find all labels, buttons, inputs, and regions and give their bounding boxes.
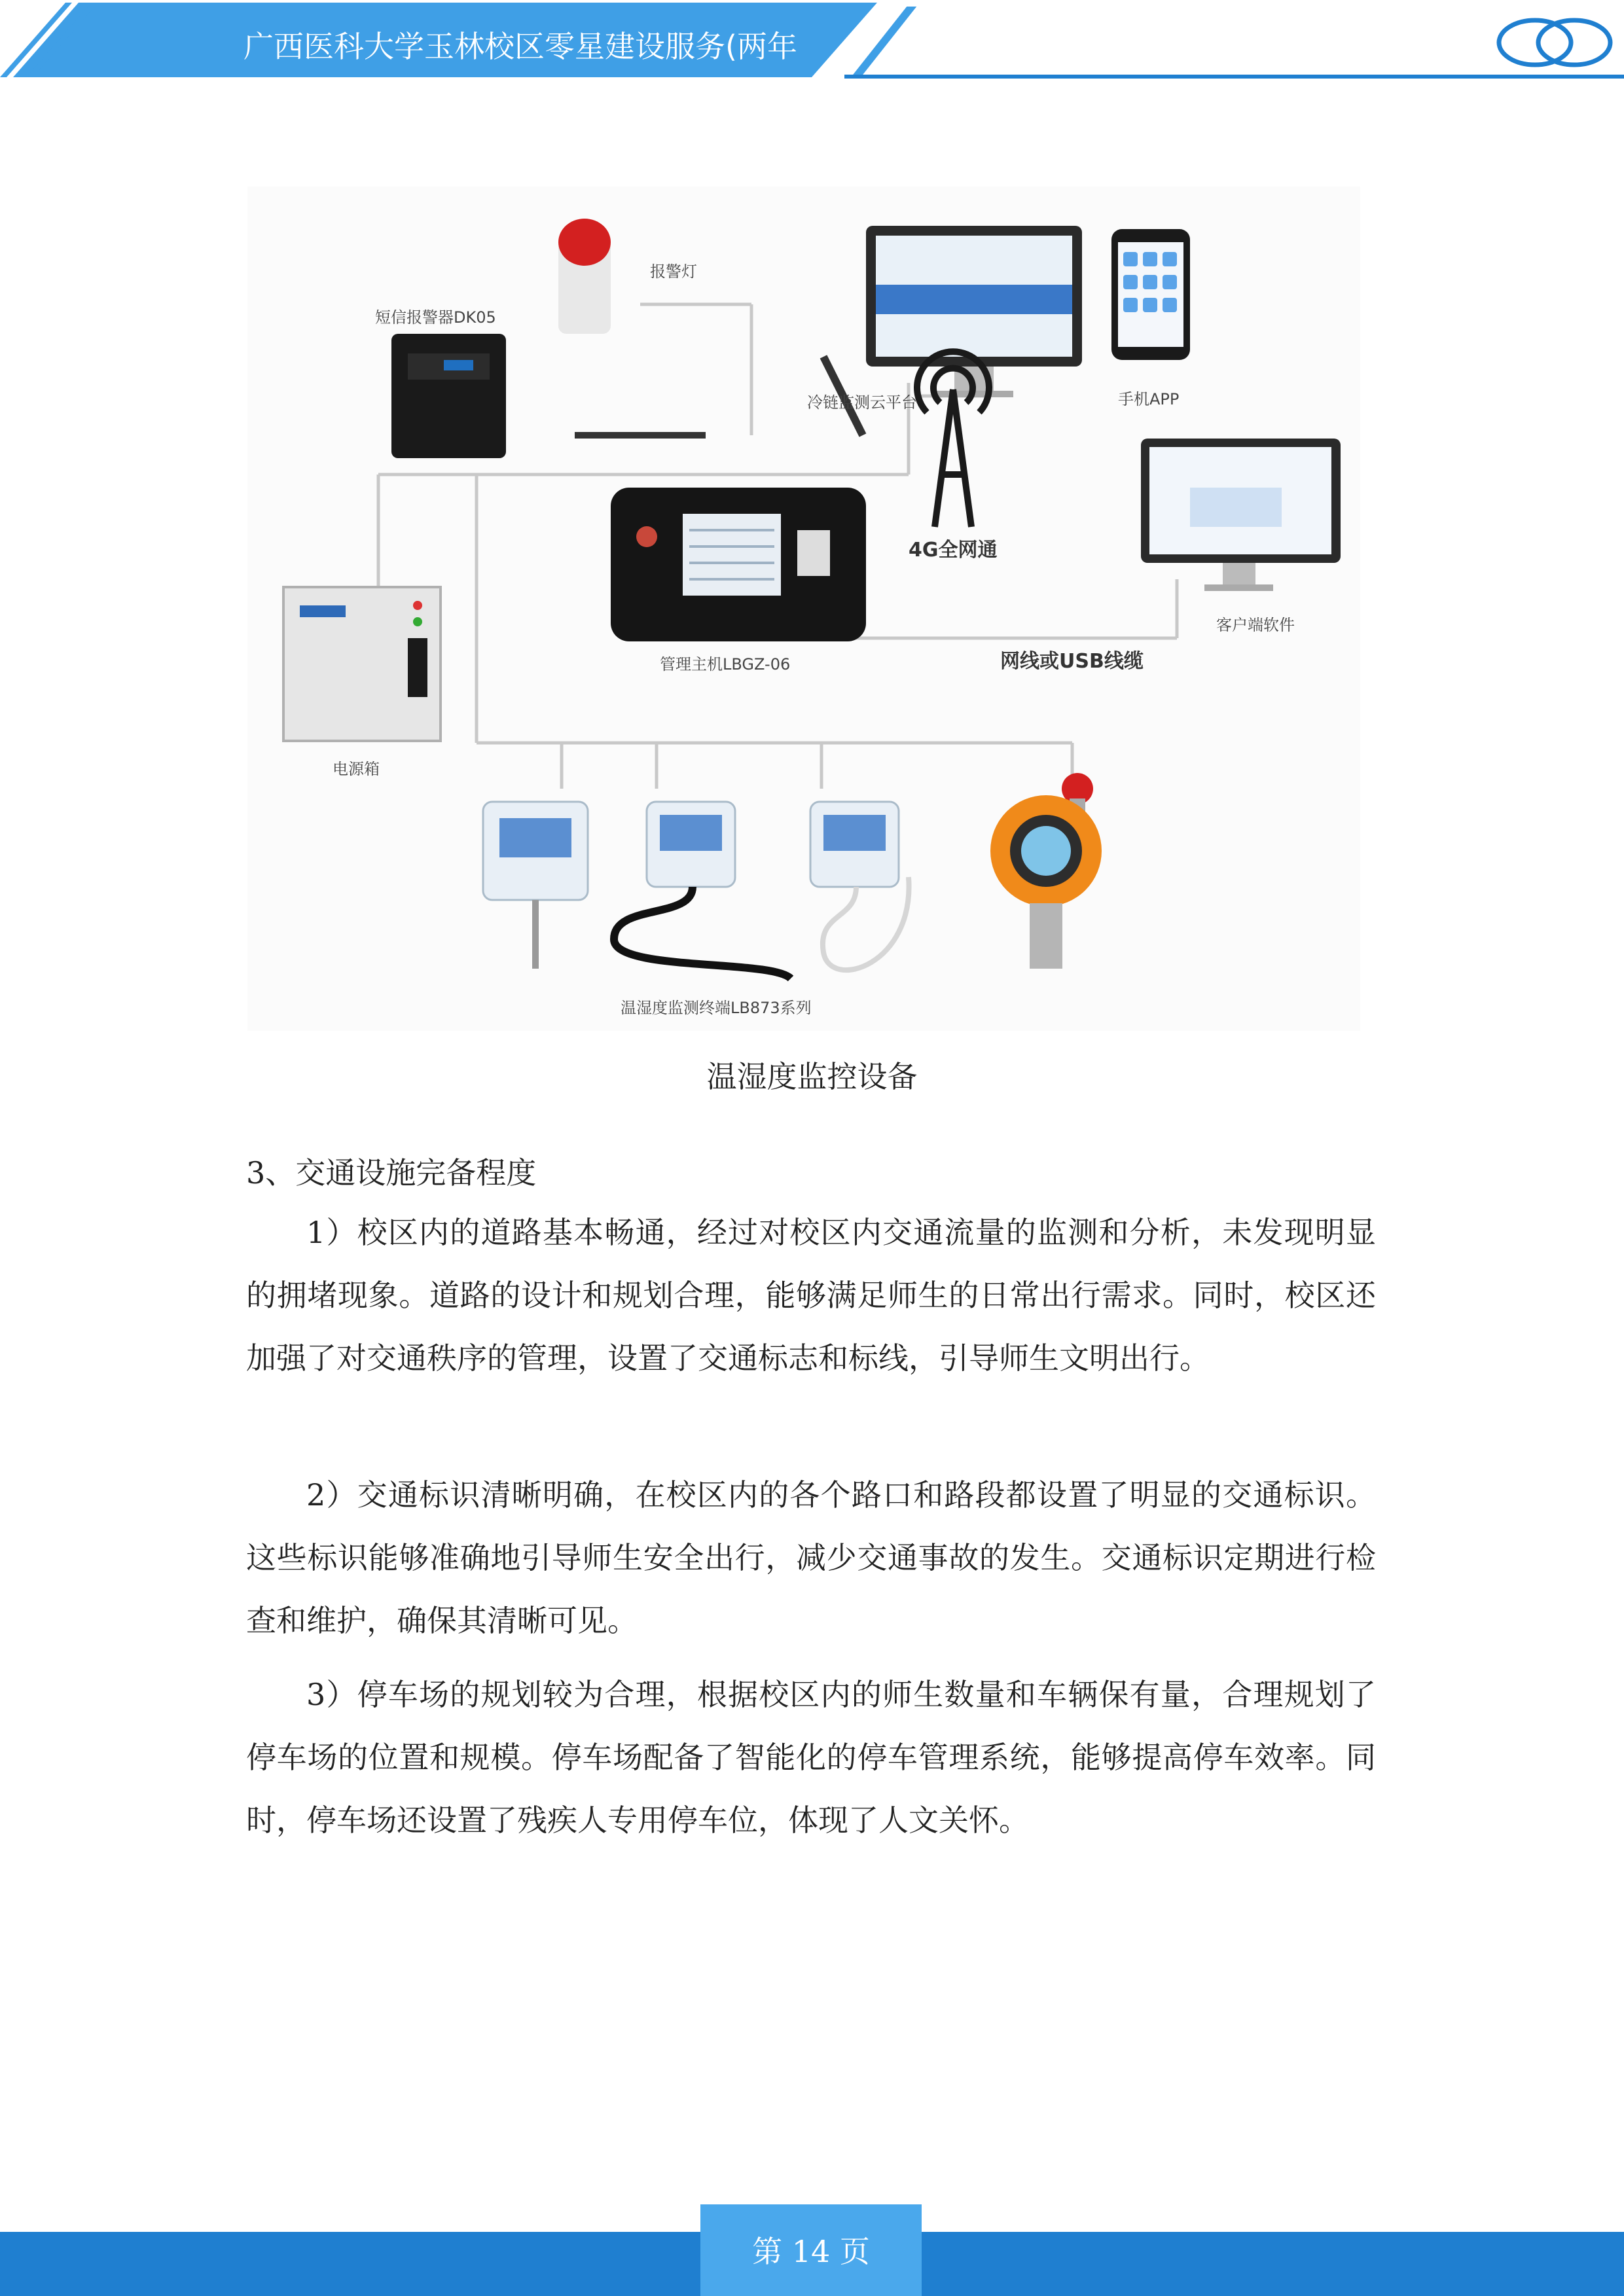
label-alarm-light: 报警灯	[650, 262, 697, 281]
logo-rings-icon	[1489, 13, 1620, 72]
logo-rings-icon	[1028, 13, 1159, 72]
label-power-box: 电源箱	[333, 760, 380, 778]
label-cable: 网线或USB线缆	[1000, 650, 1144, 673]
label-client-software: 客户端软件	[1216, 616, 1295, 634]
label-cloud-platform: 冷链监测云平台	[807, 393, 917, 412]
label-network: 4G全网通	[909, 539, 998, 562]
label-controller: 短信报警器DK05	[375, 308, 496, 327]
section-title: 3、交通设施完备程度	[246, 1155, 537, 1191]
paragraph-2: 2）交通标识清晰明确，在校区内的各个路口和路段都设置了明显的交通标识。这些标识能够准确地引导师生安全出行，减少交通事故的发生。交通标识定期进行检查和维护，确保其清晰可见。	[246, 1477, 1376, 1638]
paragraph-1: 1）校区内的道路基本畅通，经过对校区内交通流量的监测和分析，未发现明显的拥堵现象。道路的设计和规划合理，能够满足师生的日常出行需求。同时，校区还加强了对交通秩序的管理，设置了交通标志和标线，引导师生文明出行。	[246, 1215, 1376, 1376]
figure-caption: 温湿度监控设备	[706, 1059, 918, 1094]
label-sensors: 温湿度监测终端LB873系列	[621, 999, 812, 1017]
page-number: 第 14 页	[752, 2234, 870, 2269]
monitoring-system-diagram	[247, 187, 1360, 1031]
header-title: 广西医科大学玉林校区零星建设服务(两年	[244, 29, 797, 64]
page-header	[0, 0, 1624, 85]
paragraph-3: 3）停车场的规划较为合理，根据校区内的师生数量和车辆保有量，合理规划了停车场的位置和规模。停车场配备了智能化的停车管理系统，能够提高停车效率。同时，停车场还设置了残疾人专用停车位，体现了人文关怀。	[246, 1677, 1376, 1838]
label-mobile-app: 手机APP	[1118, 390, 1180, 408]
label-host: 管理主机LBGZ-06	[660, 655, 791, 673]
